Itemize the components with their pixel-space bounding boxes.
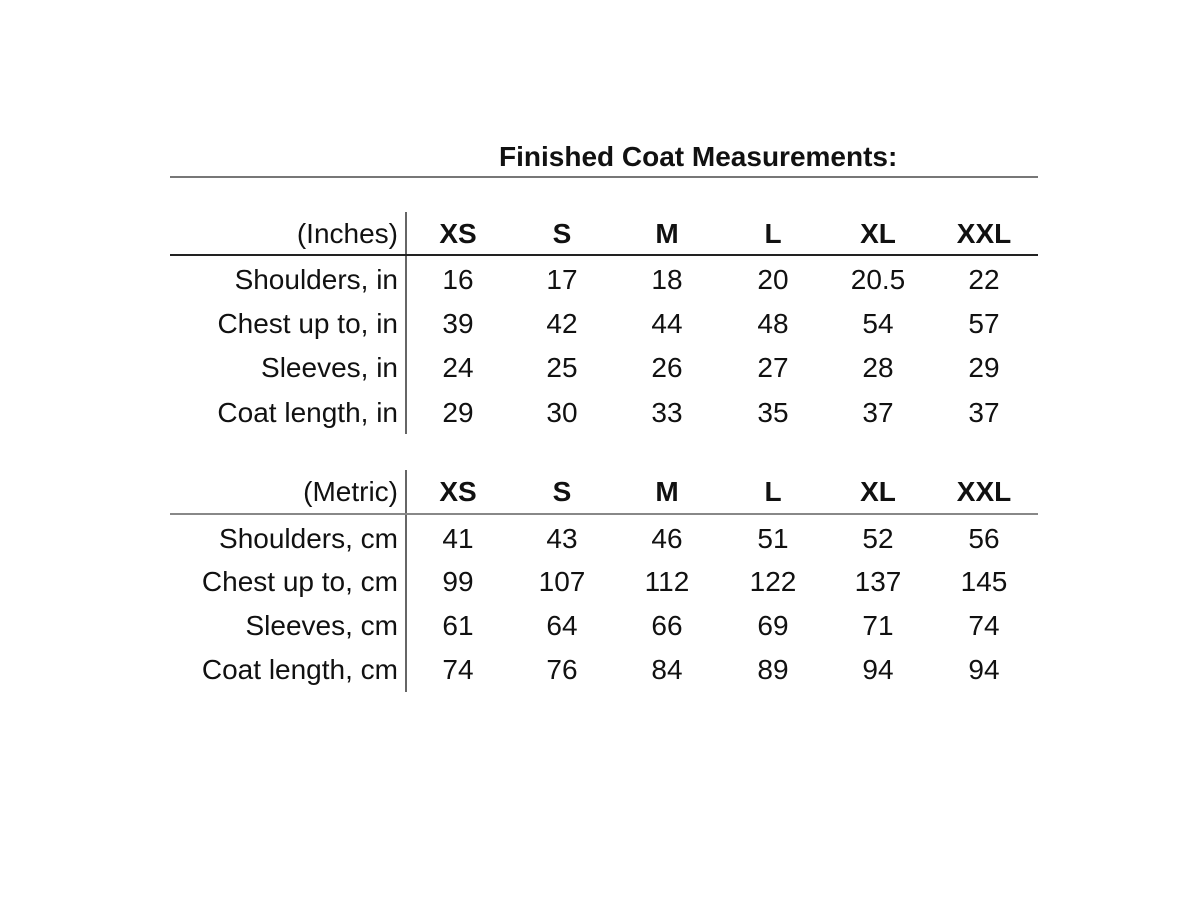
table-cell: 46 — [651, 523, 683, 554]
table-cell: 29 — [442, 397, 474, 428]
table-cell: 52 — [862, 523, 894, 554]
column-header-l: L — [764, 476, 782, 507]
table-cell: 35 — [757, 397, 789, 428]
page-title: Finished Coat Measurements: — [499, 141, 898, 172]
table-cell: 99 — [442, 566, 474, 597]
table-cell: 44 — [651, 308, 683, 339]
column-header-xs: XS — [439, 476, 477, 507]
table-cell: 57 — [968, 308, 1000, 339]
row-label: Sleeves, in — [261, 352, 398, 383]
header-rule — [170, 254, 1038, 256]
table-cell: 29 — [968, 352, 1000, 383]
table-cell: 48 — [757, 308, 789, 339]
table-cell: 16 — [442, 264, 474, 295]
table-row — [170, 350, 1040, 386]
table-cell: 89 — [757, 654, 789, 685]
column-header-xs: XS — [439, 218, 477, 249]
table-cell: 74 — [968, 610, 1000, 641]
table-header-row — [170, 474, 1040, 510]
table-cell: 107 — [538, 566, 586, 597]
row-label: Coat length, cm — [201, 654, 398, 685]
row-label: Shoulders, in — [234, 264, 398, 295]
table-cell: 71 — [862, 610, 894, 641]
table-row — [170, 521, 1040, 557]
table-row — [170, 564, 1040, 600]
header-rule — [170, 513, 1038, 515]
row-label: Chest up to, in — [217, 308, 398, 339]
unit-label: (Metric) — [303, 476, 398, 507]
table-cell: 24 — [442, 352, 474, 383]
unit-label: (Inches) — [296, 218, 398, 249]
table-cell: 54 — [862, 308, 894, 339]
table-row — [170, 395, 1040, 431]
table-cell: 22 — [968, 264, 1000, 295]
table-cell: 20.5 — [850, 264, 906, 295]
table-row — [170, 608, 1040, 644]
row-label: Chest up to, cm — [201, 566, 398, 597]
table-cell: 61 — [442, 610, 474, 641]
row-label: Sleeves, cm — [245, 610, 398, 641]
table-cell: 43 — [546, 523, 578, 554]
table-cell: 64 — [546, 610, 578, 641]
table-cell: 17 — [546, 264, 578, 295]
table-cell: 94 — [862, 654, 894, 685]
table-cell: 51 — [757, 523, 789, 554]
table-row — [170, 262, 1040, 298]
row-label: Coat length, in — [217, 397, 398, 428]
table-cell: 69 — [757, 610, 789, 641]
table-cell: 39 — [442, 308, 474, 339]
table-cell: 18 — [651, 264, 683, 295]
row-label: Shoulders, cm — [219, 523, 398, 554]
table-cell: 27 — [757, 352, 789, 383]
table-cell: 145 — [960, 566, 1008, 597]
title-divider — [170, 176, 1038, 178]
table-row — [170, 306, 1040, 342]
table-cell: 137 — [854, 566, 902, 597]
table-cell: 25 — [546, 352, 578, 383]
column-header-m: M — [655, 476, 679, 507]
table-cell: 37 — [862, 397, 894, 428]
table-cell: 37 — [968, 397, 1000, 428]
column-header-xl: XL — [860, 476, 896, 507]
column-header-xxl: XXL — [956, 476, 1012, 507]
column-header-xl: XL — [860, 218, 896, 249]
table-cell: 56 — [968, 523, 1000, 554]
table-cell: 122 — [749, 566, 797, 597]
column-header-xxl: XXL — [956, 218, 1012, 249]
table-cell: 33 — [651, 397, 683, 428]
column-header-s: S — [552, 218, 572, 249]
table-cell: 26 — [651, 352, 683, 383]
column-header-m: M — [655, 218, 679, 249]
table-cell: 112 — [644, 566, 690, 597]
table-cell: 30 — [546, 397, 578, 428]
table-cell: 84 — [651, 654, 683, 685]
table-header-row — [170, 216, 1040, 252]
table-cell: 66 — [651, 610, 683, 641]
table-cell: 41 — [442, 523, 474, 554]
table-cell: 76 — [546, 654, 578, 685]
column-header-l: L — [764, 218, 782, 249]
table-cell: 20 — [757, 264, 789, 295]
table-cell: 74 — [442, 654, 474, 685]
table-cell: 94 — [968, 654, 1000, 685]
table-cell: 28 — [862, 352, 894, 383]
table-cell: 42 — [546, 308, 578, 339]
column-header-s: S — [552, 476, 572, 507]
table-row — [170, 652, 1040, 688]
